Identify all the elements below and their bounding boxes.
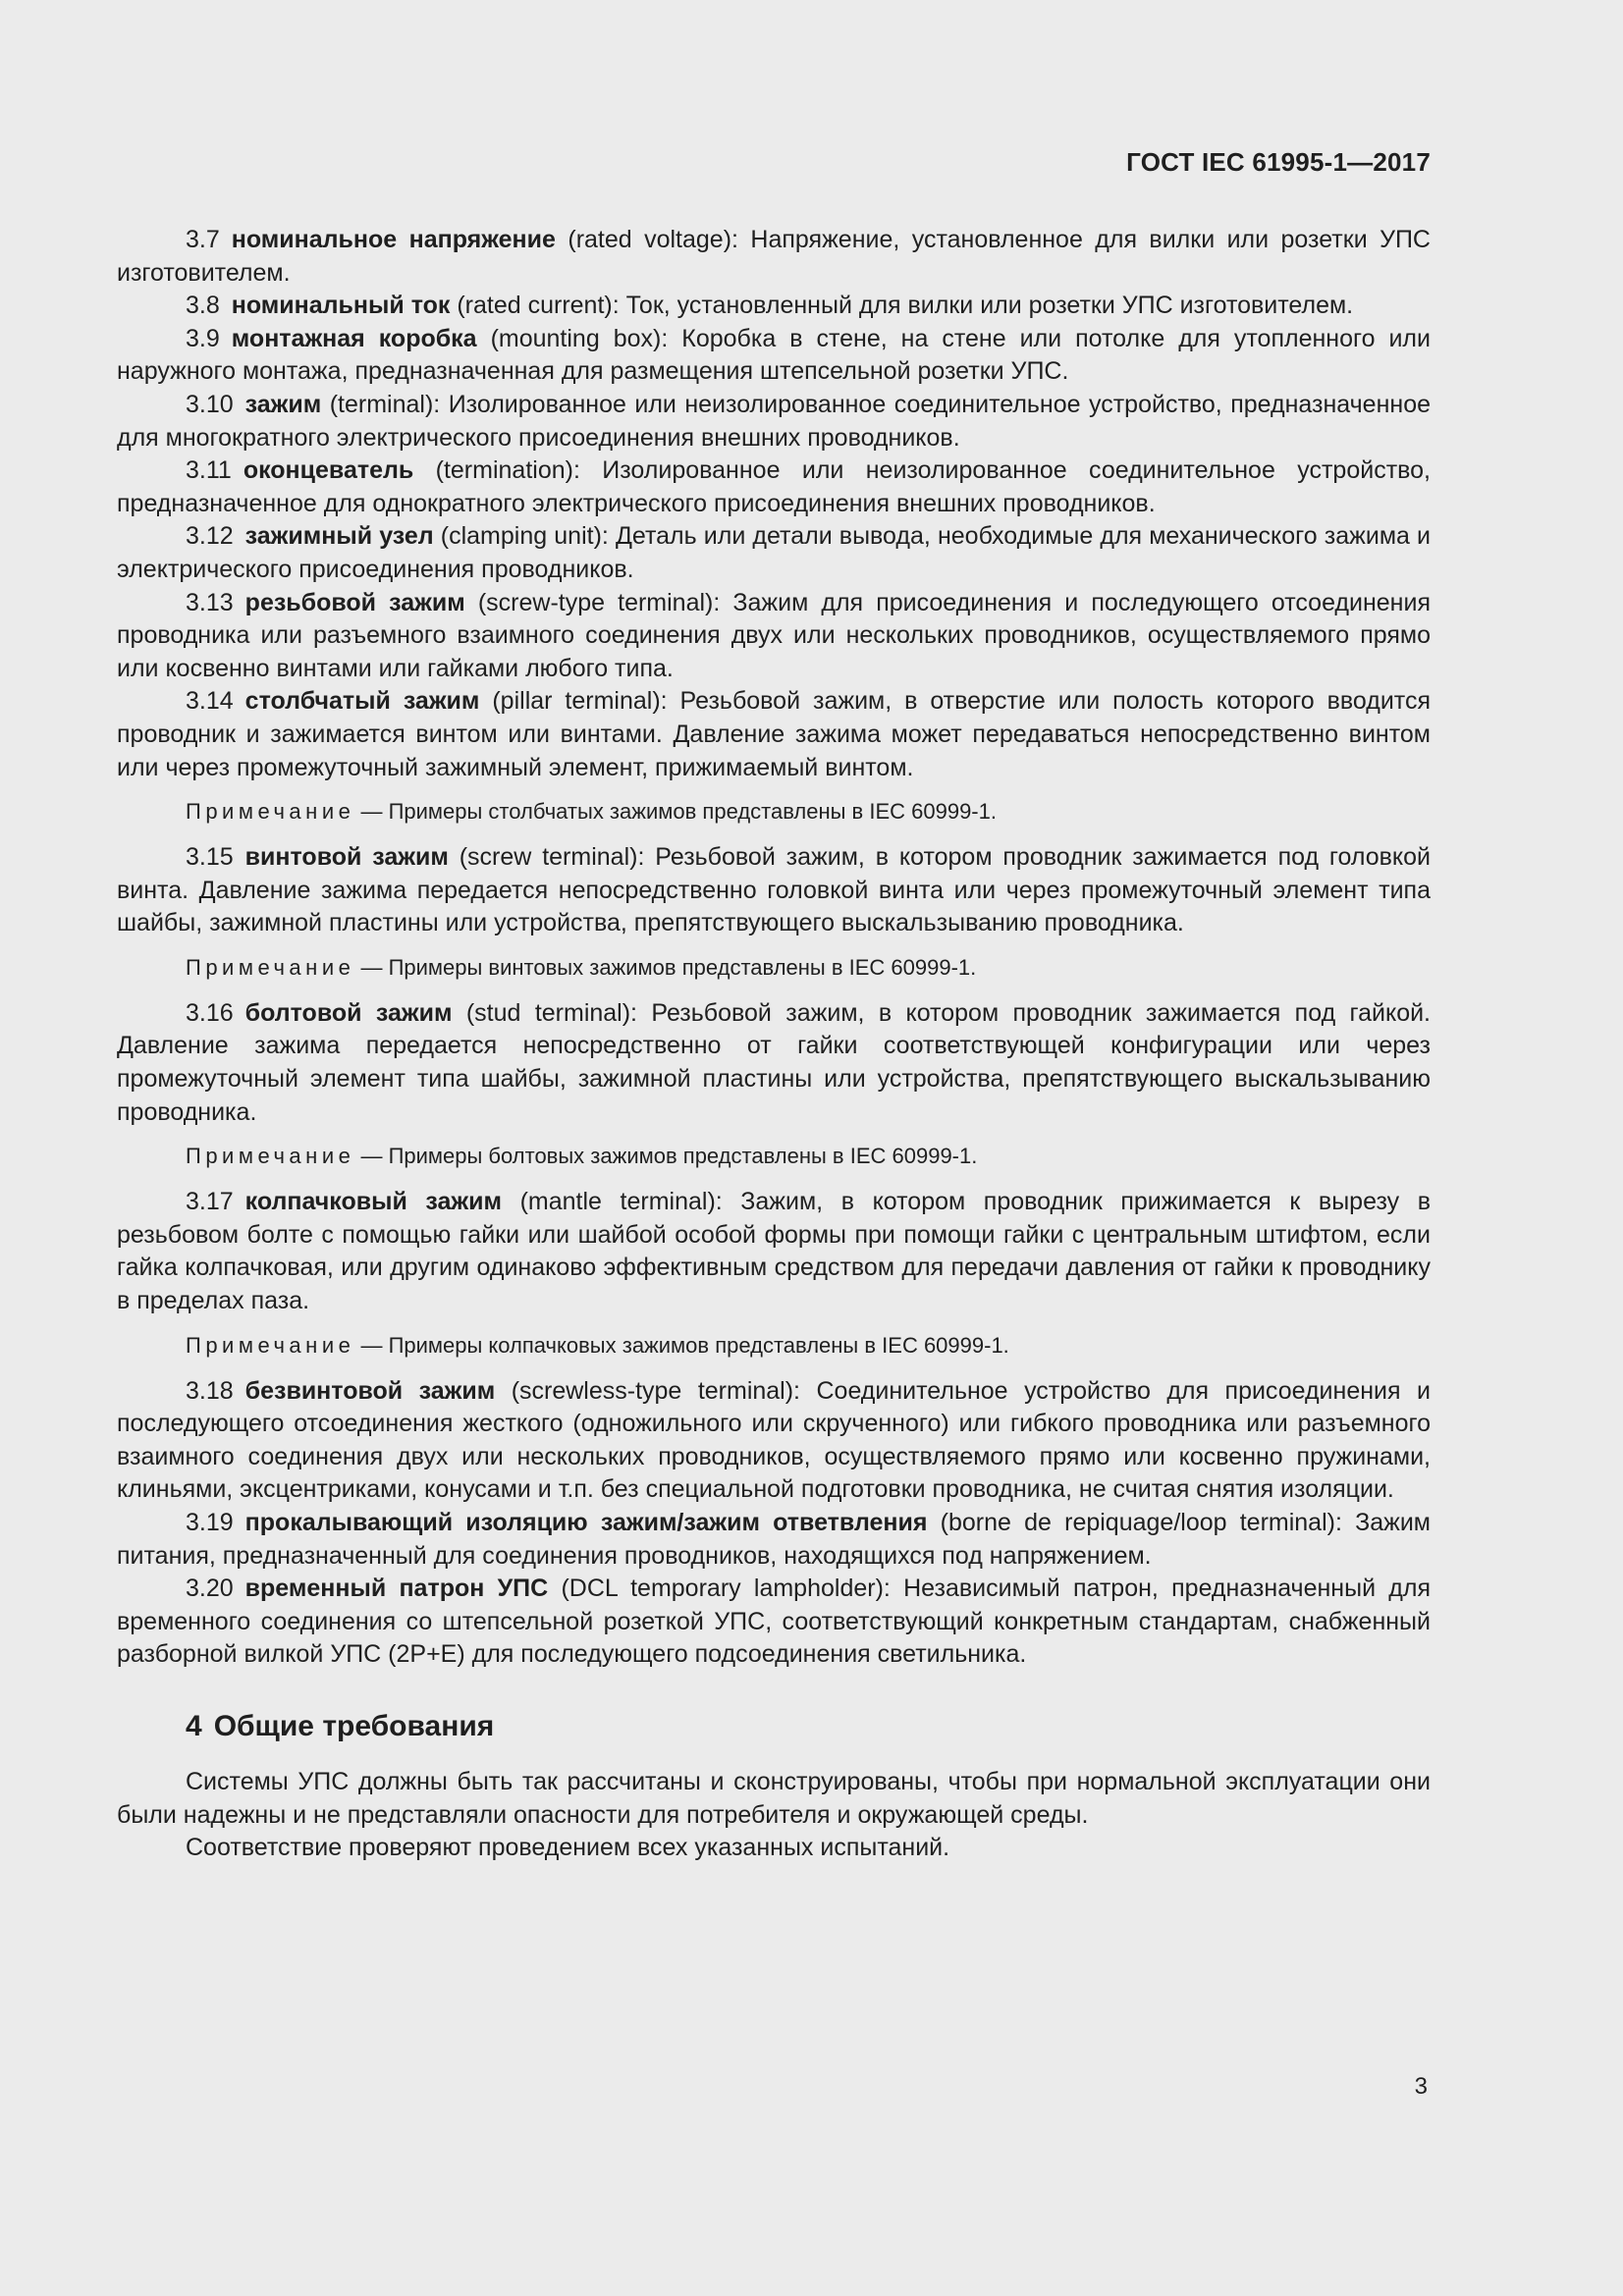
- definition-3-13: [117, 587, 1431, 686]
- definition-text: (stud terminal): Резьбовой зажим, в котором проводник зажимается под гайкой. Давление зажима передается непосредственно от гайки соответствующей конфигурации или через промежуточный элемент типа шайбы, зажимной пластины или устройства, препятствующего выскальзыванию проводника.: [117, 998, 1432, 1126]
- definition-text: (borne de repiquage/loop terminal): Зажим питания, предназначенный для соединения проводников, находящихся под напряжением.: [117, 1509, 1431, 1570]
- definition-text: (terminal): Изолированное или неизолированное соединительное устройство, предназначенное для многократного электрического присоединения внешних проводников.: [117, 390, 1431, 452]
- definition-3-18: [117, 1375, 1431, 1507]
- document-header: ГОСТ IEC 61995-1—2017: [1126, 147, 1431, 177]
- term: прокалывающий изоляцию зажим/зажим ответвления: [244, 1509, 928, 1536]
- definition-3-8: [117, 290, 1431, 323]
- section-paragraph: Системы УПС должны быть так рассчитаны и сконструированы, чтобы при нормальной эксплуатации они были надежны и не представляли опасности для потребителя и окружающей среды.: [117, 1767, 1431, 1829]
- note-text: — Примеры колпачковых зажимов представлены в IEC 60999-1.: [354, 1332, 1009, 1358]
- term: винтовой зажим: [244, 843, 449, 872]
- term: резьбовой зажим: [244, 588, 465, 616]
- section-paragraph: Соответствие проверяют проведением всех указанных испытаний.: [186, 1834, 950, 1862]
- definition-3-19: [117, 1507, 1431, 1573]
- note-label: Примечание: [186, 1332, 355, 1358]
- note-text: — Примеры болтовых зажимов представлены в IEC 60999-1.: [354, 1144, 978, 1169]
- term: столбчатый зажим: [244, 687, 480, 716]
- definition-text: (termination): Изолированное или неизолированное соединительное устройство, предназначенное для однократного электрического присоединения внешних проводников.: [117, 456, 1431, 517]
- definition-3-11: [117, 454, 1431, 520]
- definition-text: (rated voltage): Напряжение, установленное для вилки или розетки УПС изготовителем.: [117, 226, 1431, 287]
- note-text: — Примеры столбчатых зажимов представлены в IEC 60999-1.: [354, 799, 997, 825]
- term: болтовой зажим: [244, 998, 453, 1027]
- note-label: Примечание: [186, 799, 355, 825]
- section-title: Общие требования: [213, 1709, 495, 1742]
- definition-text: (mounting box): Коробка в стене, на стене или потолке для утопленного или наружного монтажа, предназначенная для размещения штепсельной розетки УПС.: [117, 324, 1431, 386]
- clause-number: 3.12: [186, 522, 234, 551]
- term: временный патрон УПС: [244, 1575, 549, 1603]
- term: номинальное напряжение: [231, 226, 556, 253]
- clause-number: 3.15: [186, 843, 234, 872]
- definition-text: (clamping unit): Деталь или детали вывода, необходимые для механического зажима и электрического присоединения проводников.: [117, 522, 1431, 583]
- clause-number: 3.16: [186, 998, 234, 1027]
- note-stud-terminals: [117, 1141, 1431, 1172]
- note-screw-terminals: [117, 952, 1431, 984]
- page-number: 3: [1414, 2073, 1428, 2100]
- definition-text: (rated current): Ток, установленный для вилки или розетки УПС изготовителем.: [450, 292, 1354, 320]
- definition-3-14: [117, 685, 1431, 784]
- term: зажимный узел: [244, 522, 434, 551]
- clause-number: 3.13: [186, 588, 234, 616]
- note-label: Примечание: [186, 1144, 355, 1169]
- term: оконцеватель: [243, 456, 414, 485]
- definition-3-12: [117, 520, 1431, 586]
- clause-number: 3.17: [186, 1188, 234, 1216]
- section-heading: [117, 1707, 1431, 1746]
- term: колпачковый зажим: [244, 1188, 502, 1216]
- document-body: [117, 224, 1431, 1865]
- term: зажим: [244, 390, 322, 418]
- definition-text: (DCL temporary lampholder): Независимый патрон, предназначенный для временного соединения со штепсельной розеткой УПС, соответствующий конкретным стандартам, снабженный разборной вилкой УПС (2Р+Е) для последующего подсоединения светильника.: [117, 1575, 1432, 1669]
- definition-text: (screwless-type terminal): Соединительное устройство для присоединения и последующего отсоединения жесткого (одножильного или скрученного) или гибкого проводника или разъемного взаимного соединения двух или нескольких проводников, осуществляемого прямо или косвенно пружинами, клиньями, эксцентриками, конусами и т.п. без специальной подготовки проводника, не считая снятия изоляции.: [117, 1376, 1431, 1504]
- note-pillar-terminals: [117, 796, 1431, 828]
- definition-3-9: [117, 323, 1431, 389]
- definition-3-10: [117, 389, 1431, 454]
- definition-3-20: [117, 1573, 1431, 1672]
- note-mantle-terminals: [117, 1330, 1431, 1362]
- clause-number: 3.18: [186, 1376, 234, 1405]
- clause-number: 3.20: [186, 1575, 234, 1603]
- definition-3-16: [117, 997, 1431, 1129]
- clause-number: 3.7: [186, 226, 220, 253]
- clause-number: 3.11: [186, 456, 232, 485]
- definition-text: (mantle terminal): Зажим, в котором проводник прижимается к вырезу в резьбовом болте с помощью гайки или шайбой особой формы при помощи гайки с центральным штифтом, если гайка колпачковая, или другим одинаково эффективным средством для передачи давления от гайки к проводнику в пределах паза.: [117, 1188, 1431, 1315]
- definition-text: (screw terminal): Резьбовой зажим, в котором проводник зажимается под головкой винта. Давление зажима передается непосредственно головкой винта или через промежуточный элемент типа шайбы, зажимной пластины или устройства, препятствующего выскальзыванию проводника.: [117, 843, 1431, 937]
- definition-3-7: [117, 224, 1431, 290]
- term: безвинтовой зажим: [244, 1376, 496, 1405]
- definition-text: (pillar terminal): Резьбовой зажим, в отверстие или полость которого вводится проводник и зажимается винтом или винтами. Давление зажима может передаваться непосредственно винтом или через промежуточный зажимный элемент, прижимаемый винтом.: [117, 687, 1431, 781]
- definition-text: (screw-type terminal): Зажим для присоединения и последующего отсоединения проводника или разъемного взаимного соединения двух или нескольких проводников, осуществляемого прямо или косвенно винтами или гайками любого типа.: [117, 588, 1431, 682]
- clause-number: 3.8: [186, 292, 220, 320]
- term: номинальный ток: [231, 292, 451, 320]
- clause-number: 3.10: [186, 390, 234, 418]
- definition-3-15: [117, 841, 1431, 940]
- definition-3-17: [117, 1186, 1431, 1317]
- term: монтажная коробка: [231, 324, 477, 352]
- note-label: Примечание: [186, 954, 355, 980]
- section-number: 4: [186, 1709, 202, 1742]
- clause-number: 3.14: [186, 687, 234, 716]
- clause-number: 3.9: [186, 324, 220, 352]
- note-text: — Примеры винтовых зажимов представлены в IEC 60999-1.: [354, 954, 977, 980]
- clause-number: 3.19: [186, 1509, 234, 1536]
